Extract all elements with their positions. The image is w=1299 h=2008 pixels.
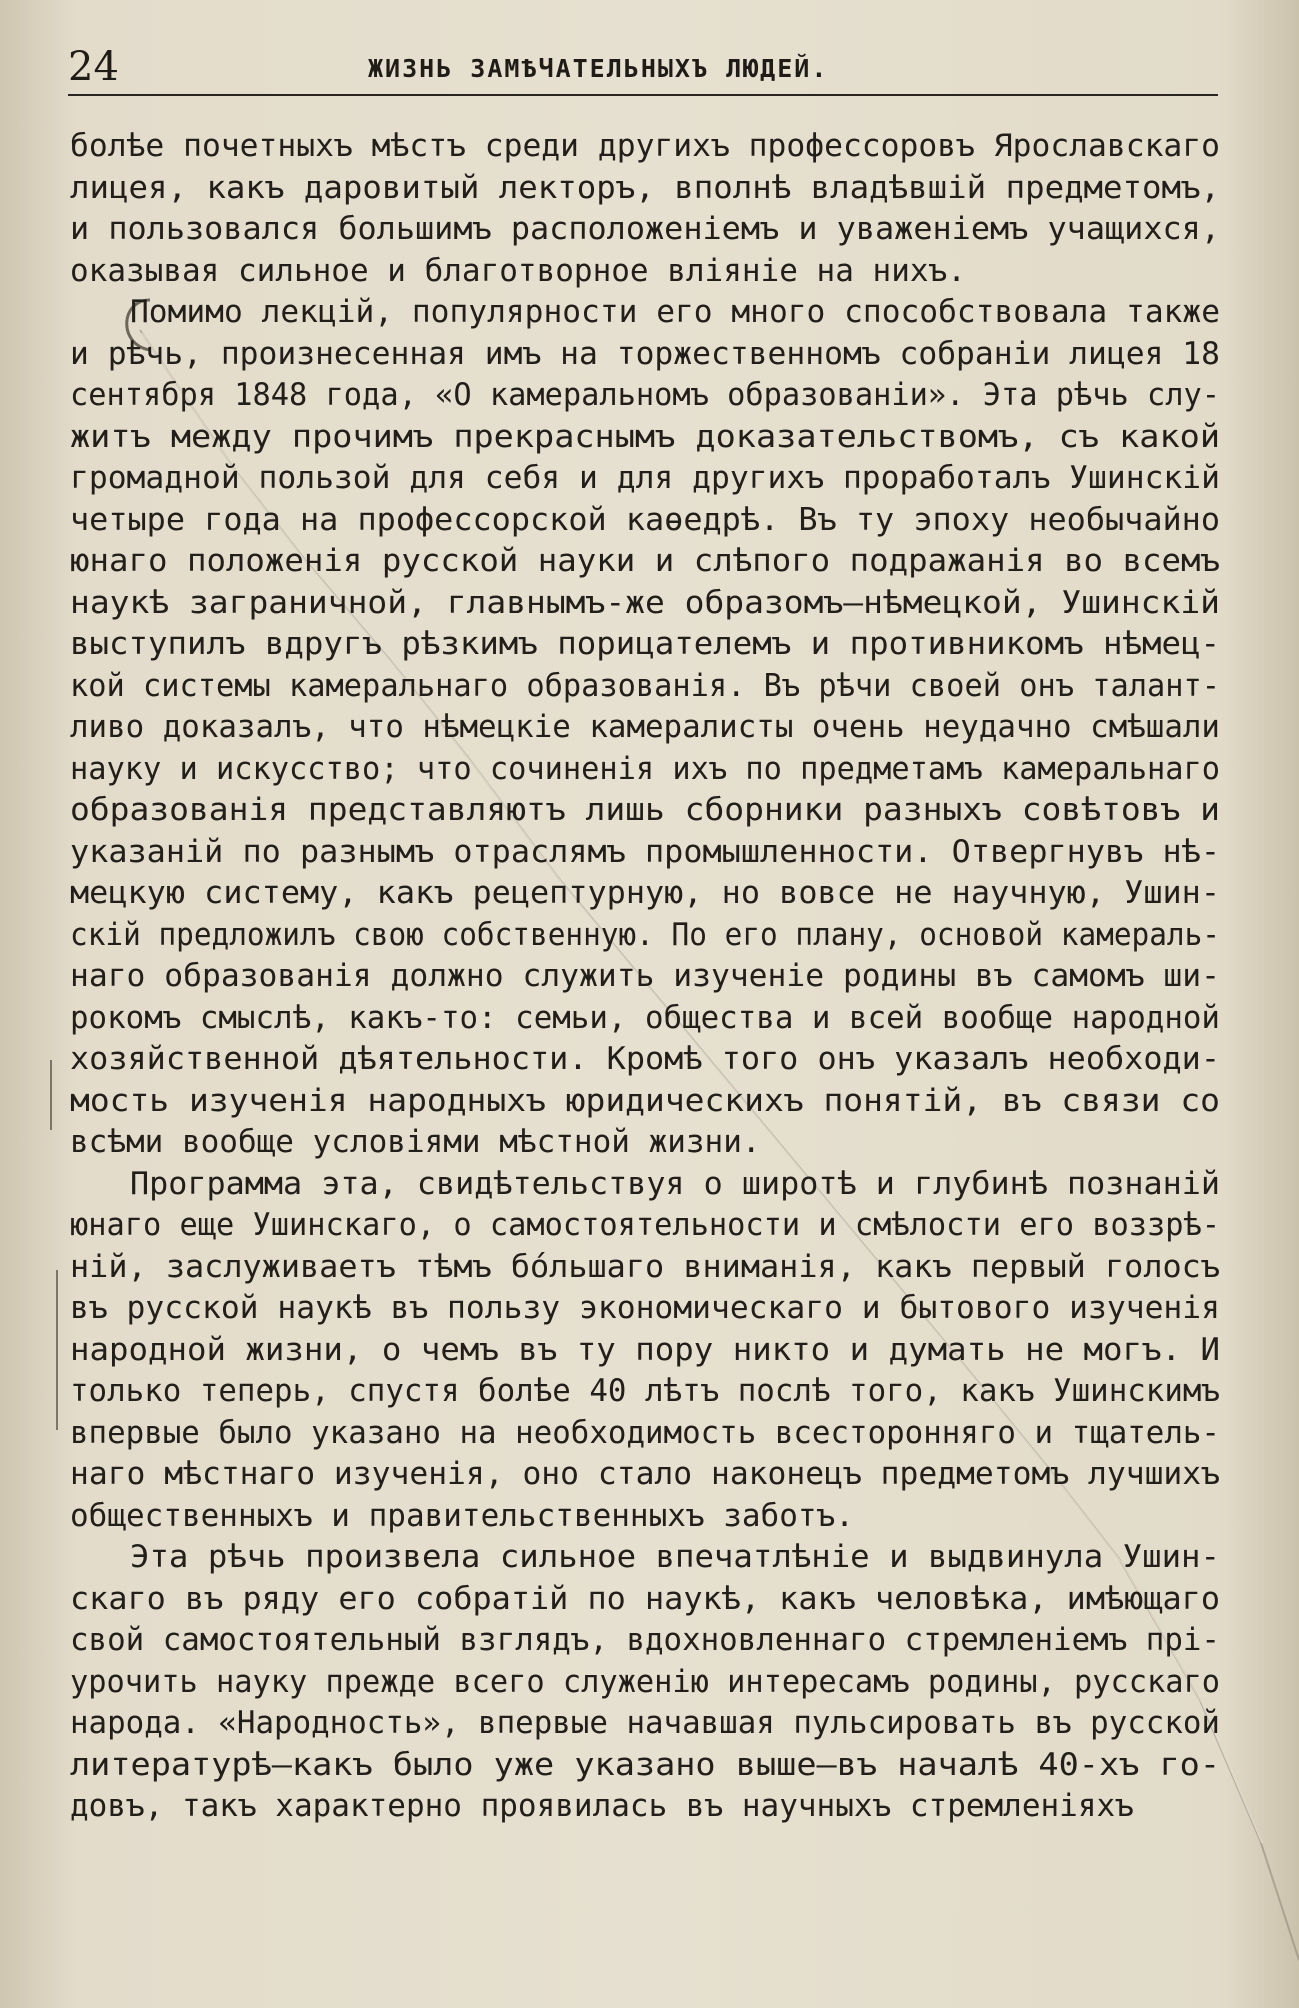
text-line-content: впервые было указано на необходимость всесторонняго и тщатель- xyxy=(70,1414,1220,1451)
text-line-content: наго образованія должно служить изученіе родины въ самомъ ши- xyxy=(70,958,1220,994)
text-line-content: и рѣчь, произнесенная имъ на торжественномъ собраніи лицея 18 xyxy=(70,335,1220,372)
text-line xyxy=(70,1122,1220,1164)
text-line xyxy=(70,915,1220,957)
text-line xyxy=(70,417,1220,459)
text-line-content: образованія представляютъ лишь сборники разныхъ совѣтовъ и xyxy=(70,792,1220,828)
text-line xyxy=(70,1662,1220,1704)
text-line-content: всѣми вообще условіями мѣстной жизни. xyxy=(70,1124,761,1160)
paragraph xyxy=(70,292,1220,1164)
text-line xyxy=(70,707,1220,749)
text-line-content: скій предложилъ свою собственную. По его плану, основой камераль- xyxy=(70,916,1220,953)
text-line xyxy=(70,956,1220,998)
text-line xyxy=(70,749,1220,791)
text-line xyxy=(70,998,1220,1040)
text-line xyxy=(70,1081,1220,1123)
text-line xyxy=(70,1496,1220,1538)
text-line xyxy=(70,666,1220,708)
paragraph xyxy=(70,1164,1220,1538)
text-line-content: общественныхъ и правительственныхъ заботъ. xyxy=(70,1497,854,1534)
text-line xyxy=(70,541,1220,583)
text-line-content: громадной пользой для себя и для другихъ проработалъ Ушинскій xyxy=(70,460,1220,496)
text-line xyxy=(70,1413,1220,1455)
text-line xyxy=(70,1205,1220,1247)
text-line-content: болѣе почетныхъ мѣстъ среди другихъ профессоровъ Ярославскаго xyxy=(70,128,1220,164)
page-number: 24 xyxy=(68,44,119,90)
text-line xyxy=(70,209,1220,251)
text-line xyxy=(70,624,1220,666)
text-line xyxy=(70,168,1220,210)
text-line-content: кой системы камеральнаго образованія. Въ рѣчи своей онъ талант- xyxy=(70,667,1220,704)
text-line-content: сентября 1848 года, «О камеральномъ образованіи». Эта рѣчь слу- xyxy=(70,377,1220,413)
text-line xyxy=(70,251,1220,293)
text-line xyxy=(70,1330,1220,1372)
text-line-content: оказывая сильное и благотворное вліяніе на нихъ. xyxy=(70,252,966,289)
text-line-content: выступилъ вдругъ рѣзкимъ порицателемъ и противникомъ нѣмец- xyxy=(70,626,1220,662)
text-line-content: юнаго положенія русской науки и слѣпого подражанія во всемъ xyxy=(70,543,1220,579)
text-line-content: Эта рѣчь произвела сильное впечатлѣніе и выдвинула Ушин- xyxy=(130,1539,1220,1575)
margin-pencil-mark xyxy=(50,1060,52,1130)
text-line-content: рокомъ смыслѣ, какъ-то: семьи, общества и всей вообще народной xyxy=(70,999,1220,1036)
text-line-content: народа. «Народность», впервые начавшая пульсировать въ русской xyxy=(70,1705,1220,1741)
body-text xyxy=(70,126,1220,1828)
text-line-content: и пользовался большимъ расположеніемъ и уваженіемъ учащихся, xyxy=(70,211,1220,247)
text-line xyxy=(70,1039,1220,1081)
text-line-content: науку и искусство; что сочиненія ихъ по предметамъ камеральнаго xyxy=(70,750,1220,787)
text-line xyxy=(70,1537,1220,1579)
text-line xyxy=(70,1247,1220,1289)
text-line-content: лицея, какъ даровитый лекторъ, вполнѣ владѣвшій предметомъ, xyxy=(70,169,1220,206)
text-line-content: ливо доказалъ, что нѣмецкіе камералисты очень неудачно смѣшали xyxy=(70,709,1220,745)
text-line-content: Программа эта, свидѣтельствуя о широтѣ и глубинѣ познаній xyxy=(130,1165,1220,1202)
text-line-content: наукѣ заграничной, главнымъ-же образомъ—нѣмецкой, Ушинскій xyxy=(70,584,1220,621)
text-line-content: мость изученія народныхъ юридическихъ понятій, въ связи со xyxy=(70,1082,1220,1119)
text-line-content: довъ, такъ характерно проявилась въ научныхъ стремленіяхъ xyxy=(70,1788,1134,1824)
text-line xyxy=(70,832,1220,874)
text-line xyxy=(70,458,1220,500)
text-line xyxy=(70,1620,1220,1662)
text-line-content: указаній по разнымъ отраслямъ промышленности. Отвергнувъ нѣ- xyxy=(70,833,1220,870)
text-line-content: четыре года на профессорской каѳедрѣ. Въ ту эпоху необычайно xyxy=(70,501,1220,538)
text-line-content: ній, заслуживаетъ тѣмъ бóльшаго вниманія, какъ первый голосъ xyxy=(70,1248,1220,1285)
text-line-content: юнаго еще Ушинскаго, о самостоятельности и смѣлости его воззрѣ- xyxy=(70,1207,1220,1243)
text-line xyxy=(70,1786,1220,1828)
text-line xyxy=(70,334,1220,376)
text-line xyxy=(70,790,1220,832)
text-line-content: только теперь, спустя болѣе 40 лѣтъ послѣ того, какъ Ушинскимъ xyxy=(70,1373,1220,1409)
text-line xyxy=(70,583,1220,625)
text-line xyxy=(70,1579,1220,1621)
margin-pencil-mark xyxy=(56,1270,58,1430)
text-line xyxy=(70,500,1220,542)
text-line-content: въ русской наукѣ въ пользу экономическаго и бытового изученія xyxy=(70,1290,1220,1326)
text-line-content: житъ между прочимъ прекраснымъ доказательствомъ, съ какой xyxy=(70,418,1220,455)
text-line-content: литературѣ—какъ было уже указано выше—въ началѣ 40-хъ го- xyxy=(70,1746,1220,1783)
text-line-content: мецкую систему, какъ рецептурную, но вовсе не научную, Ушин- xyxy=(70,875,1220,911)
text-line-content: наго мѣстнаго изученія, оно стало наконецъ предметомъ лучшихъ xyxy=(70,1456,1220,1492)
paragraph xyxy=(70,1537,1220,1828)
text-line xyxy=(70,1288,1220,1330)
text-line-content: хозяйственной дѣятельности. Кромѣ того онъ указалъ необходи- xyxy=(70,1041,1220,1077)
page-header xyxy=(68,44,1218,96)
text-line xyxy=(70,375,1220,417)
text-line xyxy=(70,126,1220,168)
running-title: ЖИЗНЬ ЗАМѢЧАТЕЛЬНЫХЪ ЛЮДЕЙ. xyxy=(368,54,829,83)
text-line xyxy=(70,1745,1220,1787)
text-line xyxy=(70,1703,1220,1745)
text-line xyxy=(70,292,1220,334)
text-line-content: скаго въ ряду его собратій по наукѣ, какъ человѣка, имѣющаго xyxy=(70,1580,1220,1617)
text-line xyxy=(70,1164,1220,1206)
text-line-content: урочить науку прежде всего служенію интересамъ родины, русскаго xyxy=(70,1663,1220,1700)
text-line xyxy=(70,1454,1220,1496)
text-line-content: Помимо лекцій, популярности его много способствовала также xyxy=(130,294,1220,330)
text-line xyxy=(70,1371,1220,1413)
text-line-content: народной жизни, о чемъ въ ту пору никто и думать не могъ. И xyxy=(70,1331,1220,1368)
text-line xyxy=(70,873,1220,915)
text-line-content: свой самостоятельный взглядъ, вдохновленнаго стремленіемъ прі- xyxy=(70,1622,1220,1658)
paragraph xyxy=(70,126,1220,292)
